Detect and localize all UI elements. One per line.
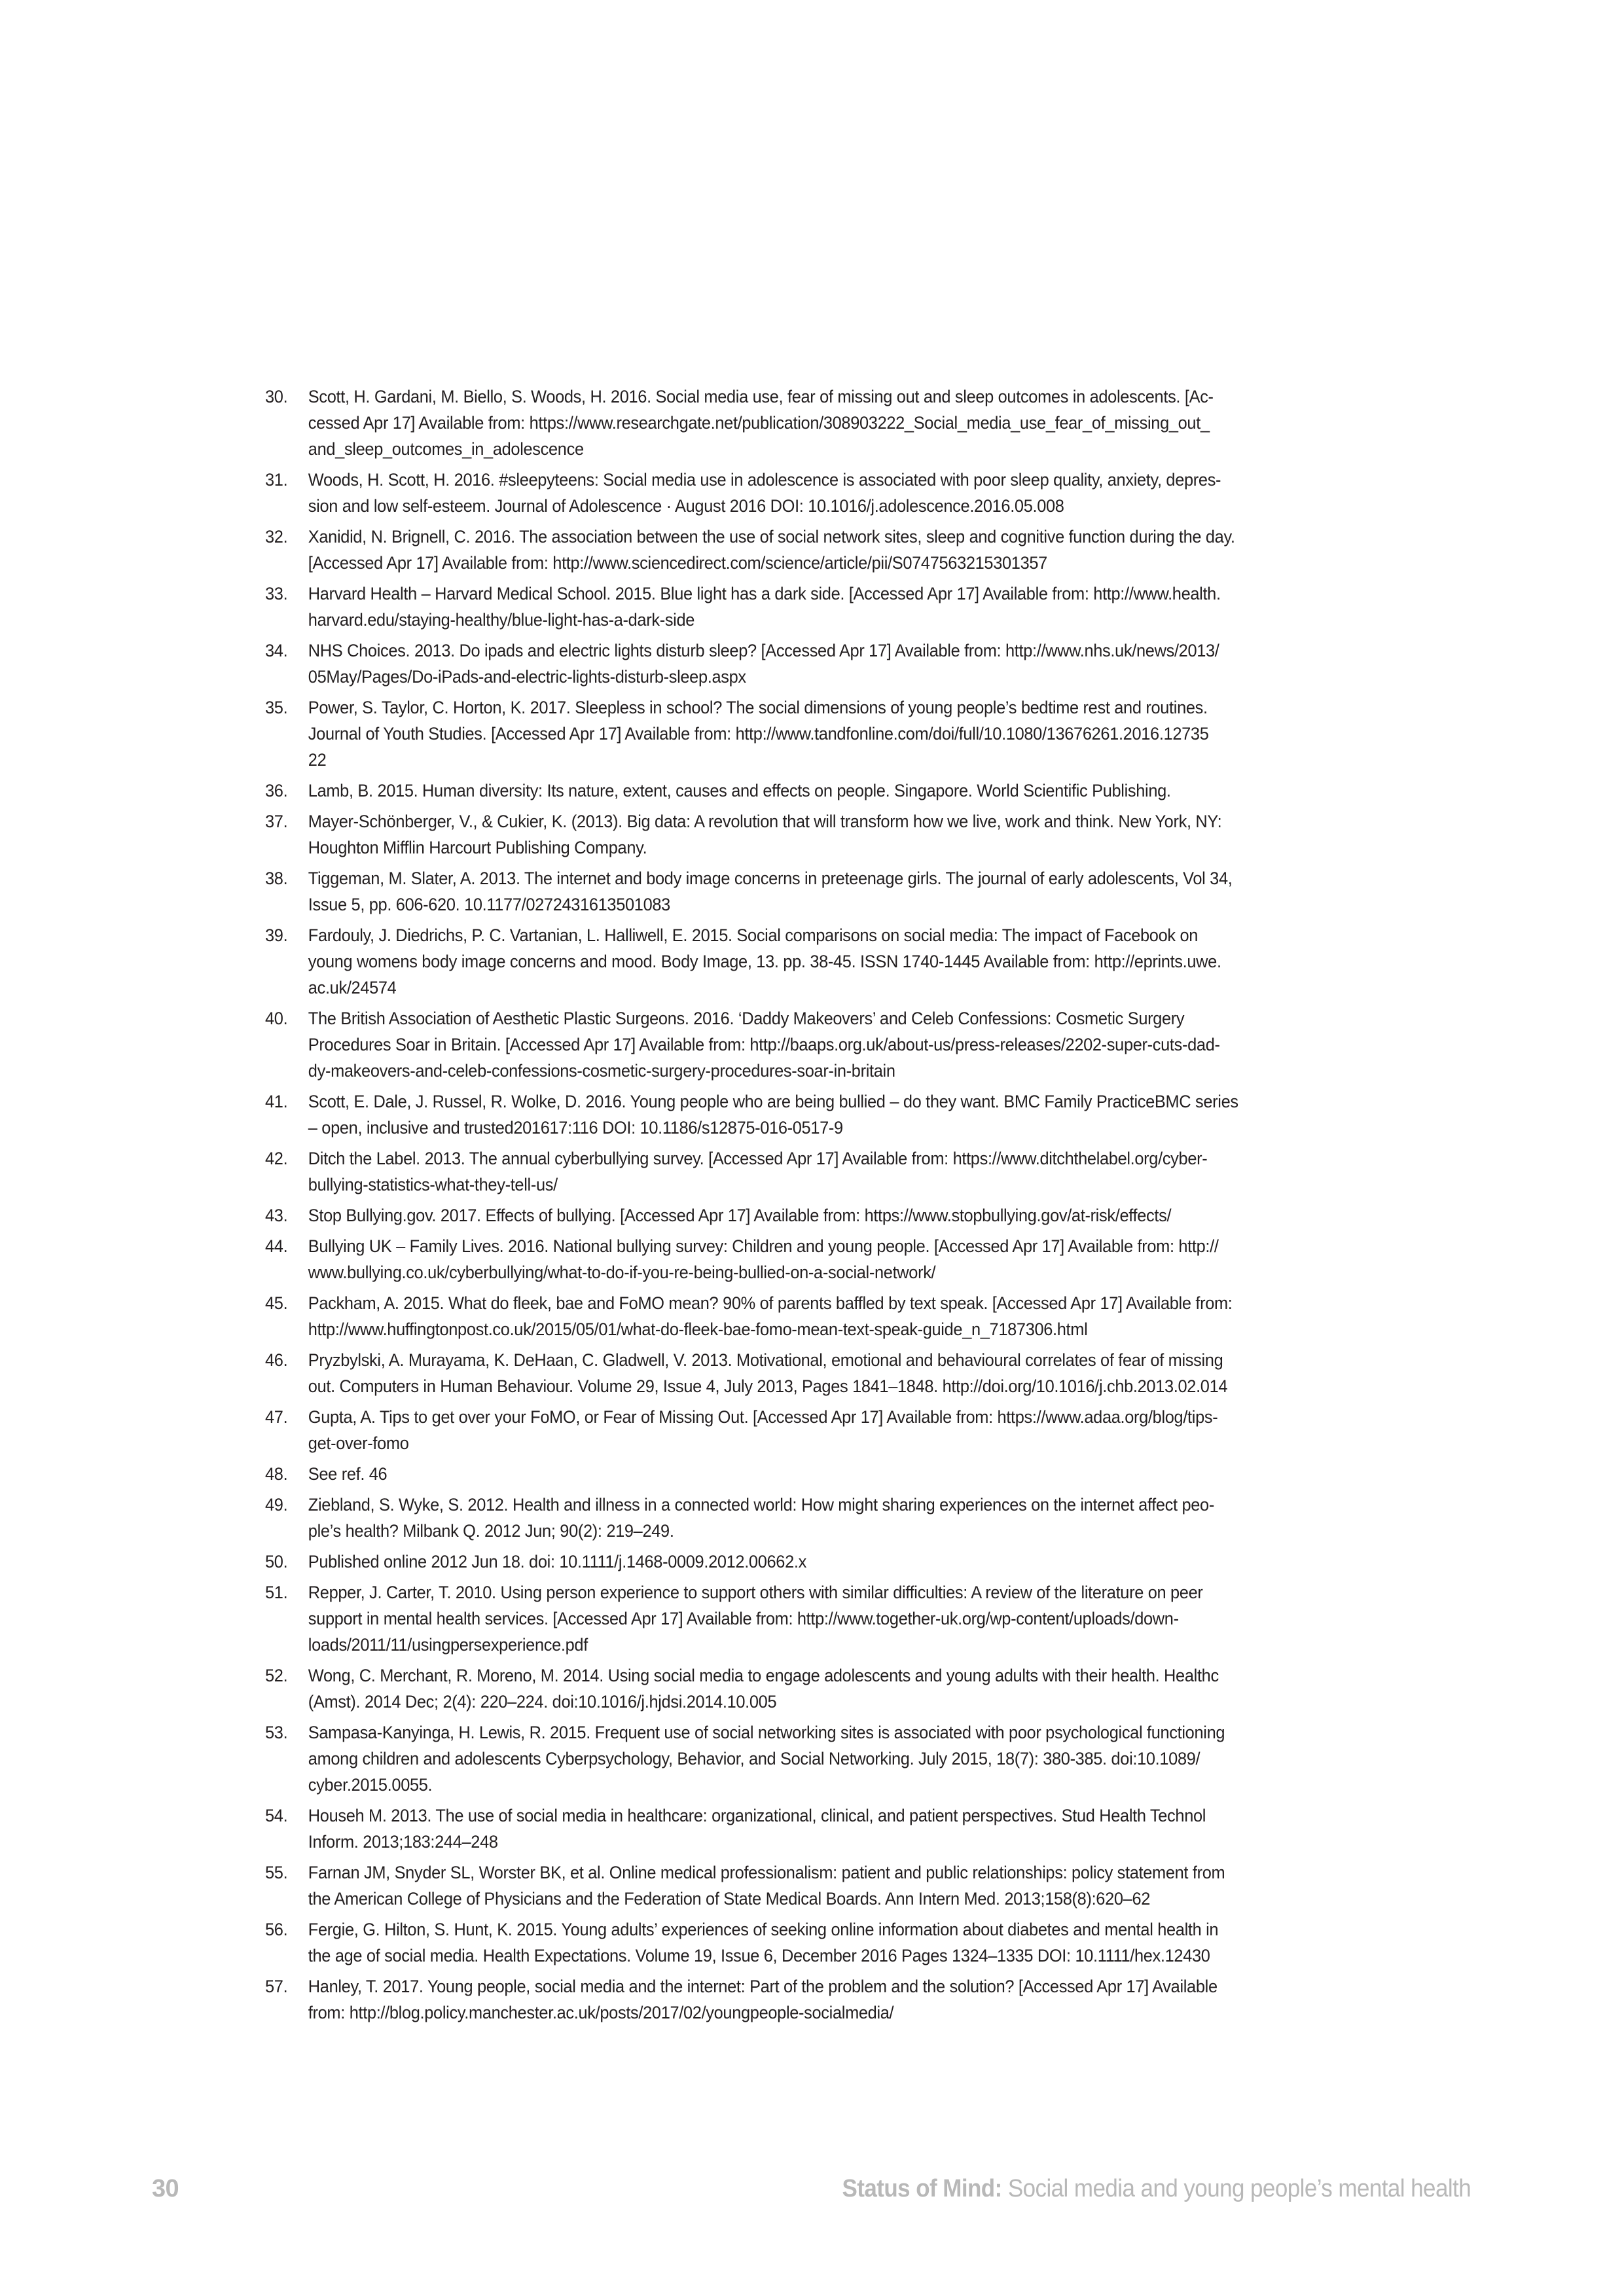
reference-item xyxy=(265,865,1299,918)
reference-text: Published online 2012 Jun 18. doi: 10.1111/j.1468-0009.2012.00662.x xyxy=(308,1552,806,1571)
reference-item xyxy=(265,1579,1299,1658)
reference-number: 57. xyxy=(265,1977,288,1996)
reference-number: 49. xyxy=(265,1495,288,1515)
reference-number: 39. xyxy=(265,925,288,945)
reference-item xyxy=(265,1803,1299,1855)
reference-number: 50. xyxy=(265,1552,288,1571)
running-title xyxy=(842,2174,1471,2203)
reference-text: Tiggeman, M. Slater, A. 2013. The internet and body image concerns in preteenage girls. The journal of early adolescents, Vol 34, Issue 5, pp. 606-620. 10.1177/0272431613501083 xyxy=(308,869,1233,914)
reference-list xyxy=(265,384,1365,2030)
reference-number: 35. xyxy=(265,698,288,717)
reference-number: 51. xyxy=(265,1583,288,1602)
reference-text: Ziebland, S. Wyke, S. 2012. Health and illness in a connected world: How might sharing experiences on the internet affect peo- ple’s health? Milbank Q. 2012 Jun; 90(2): 219–249. xyxy=(308,1495,1214,1541)
reference-text: Repper, J. Carter, T. 2010. Using person experience to support others with similar difficulties: A review of the literature on peer support in mental health services. [Accessed Apr 17] Available from: http://www.together-uk.org/wp-content/uploads/down- loads/2011/11/usingpersexperience.pdf xyxy=(308,1583,1203,1655)
reference-number: 53. xyxy=(265,1723,288,1742)
reference-text: Househ M. 2013. The use of social media in healthcare: organizational, clinical, and patient perspectives. Stud Health Technol Inform. 2013;183:244–248 xyxy=(308,1806,1206,1852)
reference-item xyxy=(265,384,1299,462)
reference-number: 46. xyxy=(265,1350,288,1370)
reference-item xyxy=(265,524,1299,576)
reference-item xyxy=(265,467,1299,519)
reference-number: 44. xyxy=(265,1236,288,1256)
reference-item xyxy=(265,1461,1299,1487)
reference-item xyxy=(265,1549,1299,1575)
reference-item xyxy=(265,1145,1299,1198)
reference-text: Packham, A. 2015. What do fleek, bae and FoMO mean? 90% of parents baffled by text speak. [Accessed Apr 17] Available from: http://www.huffingtonpost.co.uk/2015/05/01/what-do-fleek-bae-fomo-mean-text-speak-guide_n_7187306.html xyxy=(308,1293,1233,1339)
reference-text: Fergie, G. Hilton, S. Hunt, K. 2015. Young adults’ experiences of seeking online information about diabetes and mental health in the age of social media. Health Expectations. Volume 19, Issue 6, December 2016 Pages 1324–1335 DOI: 10.1111/hex.12430 xyxy=(308,1920,1219,1965)
reference-item xyxy=(265,1719,1299,1798)
reference-item xyxy=(265,922,1299,1001)
reference-item xyxy=(265,1404,1299,1456)
reference-item xyxy=(265,1233,1299,1285)
reference-number: 52. xyxy=(265,1666,288,1685)
reference-number: 40. xyxy=(265,1009,288,1028)
reference-number: 38. xyxy=(265,869,288,888)
reference-text: Woods, H. Scott, H. 2016. #sleepyteens: Social media use in adolescence is associated with poor sleep quality, anxiety, depres- sion and low self-esteem. Journal of Adolescence · August 2016 DOI: 10.1016/j.adolescence.2016.05.008 xyxy=(308,470,1221,516)
reference-item xyxy=(265,1916,1299,1969)
reference-number: 41. xyxy=(265,1092,288,1111)
reference-text: See ref. 46 xyxy=(308,1464,388,1484)
reference-text: Bullying UK – Family Lives. 2016. National bullying survey: Children and young people. [Accessed Apr 17] Available from: http:// www.bullying.co.uk/cyberbullying/what-to-do-if-you-re-being-bullied-on-a-social-network/ xyxy=(308,1236,1219,1282)
running-title-bold: Status of Mind: xyxy=(842,2175,1002,2202)
reference-text: Mayer-Schönberger, V., & Cukier, K. (2013). Big data: A revolution that will transform how we live, work and think. New York, NY: Houghton Mifflin Harcourt Publishing Company. xyxy=(308,812,1222,857)
reference-number: 36. xyxy=(265,781,288,800)
reference-text: Sampasa-Kanyinga, H. Lewis, R. 2015. Frequent use of social networking sites is associated with poor psychological functioning among children and adolescents Cyberpsychology, Behavior, and Social Networking. July 2015, 18(7): 380-385. doi:10.1089/ cyber.2015.0055. xyxy=(308,1723,1225,1795)
reference-item xyxy=(265,1492,1299,1544)
reference-number: 31. xyxy=(265,470,288,490)
reference-number: 34. xyxy=(265,641,288,660)
reference-text: Power, S. Taylor, C. Horton, K. 2017. Sleepless in school? The social dimensions of young people’s bedtime rest and routines. Journal of Youth Studies. [Accessed Apr 17] Available from: http://www.tandfonline.com/doi/full/10.1080/13676261.2016.12735 22 xyxy=(308,698,1209,770)
reference-text: Fardouly, J. Diedrichs, P. C. Vartanian, L. Halliwell, E. 2015. Social comparisons on social media: The impact of Facebook on young womens body image concerns and mood. Body Image, 13. pp. 38-45. ISSN 1740-1445 Available from: http://eprints.uwe. ac.uk/24574 xyxy=(308,925,1221,997)
reference-item xyxy=(265,1662,1299,1715)
reference-text: NHS Choices. 2013. Do ipads and electric lights disturb sleep? [Accessed Apr 17] Available from: http://www.nhs.uk/news/2013/ 05May/Pages/Do-iPads-and-electric-lights-disturb-sleep.aspx xyxy=(308,641,1219,687)
reference-item xyxy=(265,1202,1299,1229)
reference-text: Hanley, T. 2017. Young people, social media and the internet: Part of the problem and the solution? [Accessed Apr 17] Available from: http://blog.policy.manchester.ac.uk/posts/2017/02/youngpeople-socialmedia/ xyxy=(308,1977,1218,2022)
running-title-rest: Social media and young people’s mental health xyxy=(1001,2175,1471,2202)
reference-number: 47. xyxy=(265,1407,288,1427)
reference-text: Harvard Health – Harvard Medical School. 2015. Blue light has a dark side. [Accessed Apr 17] Available from: http://www.health. harvard.edu/staying-healthy/blue-light-has-a-dark-side xyxy=(308,584,1221,630)
reference-text: Scott, E. Dale, J. Russel, R. Wolke, D. 2016. Young people who are being bullied – do they want. BMC Family PracticeBMC series – open, inclusive and trusted201617:116 DOI: 10.1186/s12875-016-0517-9 xyxy=(308,1092,1238,1138)
reference-number: 48. xyxy=(265,1464,288,1484)
reference-number: 43. xyxy=(265,1206,288,1225)
reference-text: Gupta, A. Tips to get over your FoMO, or Fear of Missing Out. [Accessed Apr 17] Available from: https://www.adaa.org/blog/tips- get-over-fomo xyxy=(308,1407,1218,1453)
reference-number: 45. xyxy=(265,1293,288,1313)
reference-number: 54. xyxy=(265,1806,288,1825)
reference-item xyxy=(265,778,1299,804)
reference-text: The British Association of Aesthetic Plastic Surgeons. 2016. ‘Daddy Makeovers’ and Celeb Confessions: Cosmetic Surgery Procedures Soar in Britain. [Accessed Apr 17] Available from: http://baaps.org.uk/about-us/press-releases/2202-super-cuts-dad- dy-makeovers-and-celeb-confessions-cosmetic-surgery-procedures-soar-in-britain xyxy=(308,1009,1220,1081)
reference-item xyxy=(265,1005,1299,1084)
reference-item xyxy=(265,808,1299,861)
reference-item xyxy=(265,1088,1299,1141)
reference-text: Farnan JM, Snyder SL, Worster BK, et al. Online medical professionalism: patient and public relationships: policy statement from the American College of Physicians and the Federation of State Medical Boards. Ann Intern Med. 2013;158(8):620–62 xyxy=(308,1863,1225,1909)
page-number: 30 xyxy=(152,2175,179,2202)
reference-text: Pryzbylski, A. Murayama, K. DeHaan, C. Gladwell, V. 2013. Motivational, emotional and behavioural correlates of fear of missing out. Computers in Human Behaviour. Volume 29, Issue 4, July 2013, Pages 1841–1848. http://doi.org/10.1016/j.chb.2013.02.014 xyxy=(308,1350,1228,1396)
reference-item xyxy=(265,1290,1299,1342)
reference-item xyxy=(265,1973,1299,2026)
reference-number: 30. xyxy=(265,387,288,406)
reference-text: Stop Bullying.gov. 2017. Effects of bullying. [Accessed Apr 17] Available from: https://www.stopbullying.gov/at-risk/effects/ xyxy=(308,1206,1172,1225)
reference-text: Lamb, B. 2015. Human diversity: Its nature, extent, causes and effects on people. Singapore. World Scientific Publishing. xyxy=(308,781,1171,800)
reference-item xyxy=(265,694,1299,773)
reference-text: Xanidid, N. Brignell, C. 2016. The association between the use of social network sites, sleep and cognitive function during the day. [Accessed Apr 17] Available from: http://www.sciencedirect.com/science/article/pii/S0747563215301357 xyxy=(308,527,1235,573)
reference-item xyxy=(265,581,1299,633)
reference-item xyxy=(265,1859,1299,1912)
reference-item xyxy=(265,637,1299,690)
reference-text: Wong, C. Merchant, R. Moreno, M. 2014. Using social media to engage adolescents and young adults with their health. Healthc (Amst). 2014 Dec; 2(4): 220–224. doi:10.1016/j.hjdsi.2014.10.005 xyxy=(308,1666,1219,1712)
reference-number: 55. xyxy=(265,1863,288,1882)
reference-number: 32. xyxy=(265,527,288,547)
reference-number: 33. xyxy=(265,584,288,603)
reference-number: 37. xyxy=(265,812,288,831)
reference-text: Scott, H. Gardani, M. Biello, S. Woods, H. 2016. Social media use, fear of missing out and sleep outcomes in adolescents. [Ac- cessed Apr 17] Available from: https://www.researchgate.net/publication/308903222_Social_media_use_fear_of_missing_out_ and_sleep_outcomes_in_adolescence xyxy=(308,387,1214,459)
reference-item xyxy=(265,1347,1299,1399)
reference-number: 56. xyxy=(265,1920,288,1939)
reference-text: Ditch the Label. 2013. The annual cyberbullying survey. [Accessed Apr 17] Available from: https://www.ditchthelabel.org/cyber- bullying-statistics-what-they-tell-us/ xyxy=(308,1149,1208,1194)
reference-number: 42. xyxy=(265,1149,288,1168)
